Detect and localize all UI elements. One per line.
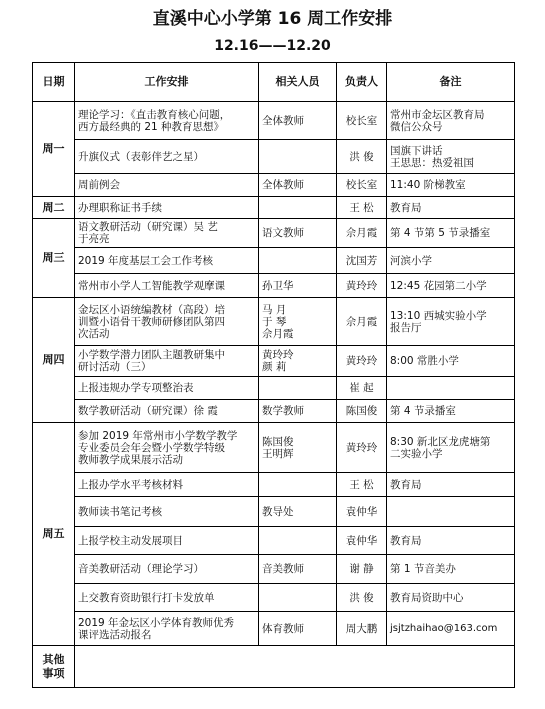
day-friday: 周五 [33,423,75,646]
day-monday: 周一 [33,102,75,197]
owner-cell: 周大鹏 [337,612,387,646]
owner-cell: 谢 静 [337,555,387,584]
owner-cell: 黄玲玲 [337,423,387,473]
date-range: 12.16——12.20 [214,38,331,54]
owner-cell: 袁仲华 [337,497,387,527]
people-cell: 语文教师 [259,219,337,248]
task-cell: 参加 2019 年常州市小学数学教学 专业委员会年会暨小学数学特级 教师教学成果展示活动 [78,429,238,466]
owner-cell: 崔 起 [337,377,387,400]
people-cell: 体育教师 [259,612,337,646]
notes-cell: 12:45 花园第二小学 [390,279,487,292]
notes-cell: 13:10 西城实验小学 报告厅 [390,309,487,334]
people-cell: 全体教师 [259,174,337,197]
owner-cell: 校长室 [337,174,387,197]
table-row [33,174,515,197]
table-row [33,400,515,423]
people-cell [259,473,337,497]
task-cell: 2019 年金坛区小学体育教师优秀 课评选活动报名 [78,616,235,641]
people-cell: 陈国俊 王明辉 [262,435,294,460]
notes-cell: 教育局 [390,201,422,214]
header-notes: 备注 [387,63,515,102]
notes-cell: 常州市金坛区教育局 微信公众号 [390,108,485,133]
table-row [33,473,515,497]
table-row [33,197,515,219]
table-row [33,346,515,377]
people-cell: 马 月 于 琴 佘月霞 [262,303,294,340]
day-other [33,646,75,688]
task-cell: 教师读书笔记考核 [78,505,162,518]
owner-cell: 洪 俊 [337,584,387,612]
task-cell: 上报学校主动发展项目 [78,534,183,547]
header-day: 日期 [33,63,75,102]
notes-cell: 教育局资助中心 [390,591,464,604]
people-cell [259,584,337,612]
task-cell: 小学数学潜力团队主题教研集中 研讨活动（三） [78,349,225,373]
owner-cell: 黄玲玲 [337,274,387,298]
table-row [33,298,515,346]
page-title: 直溪中心小学第 16 周工作安排 [152,9,393,29]
table-row [33,274,515,298]
notes-cell: 国旗下讲话 王思思：热爱祖国 [390,144,474,169]
owner-cell: 陈国俊 [337,400,387,423]
header-task: 工作安排 [75,63,259,102]
table-row [33,497,515,527]
people-cell [259,140,337,174]
people-cell: 孙卫华 [259,274,337,298]
other-content [75,646,515,688]
task-cell: 上报违规办学专项整治表 [78,382,194,394]
table-row [33,527,515,555]
header-owner: 负责人 [337,63,387,102]
table-row [33,140,515,174]
owner-cell: 王 松 [337,473,387,497]
schedule-table [32,62,515,688]
people-cell [259,248,337,274]
people-cell [259,527,337,555]
table-row [33,102,515,140]
day-tuesday: 周二 [33,197,75,219]
notes-cell: 第 4 节第 5 节录播室 [390,227,491,239]
notes-cell: 8:00 常胜小学 [390,355,459,367]
people-cell: 全体教师 [259,102,337,140]
people-cell: 教导处 [259,497,337,527]
owner-cell: 佘月霞 [337,298,387,346]
day-thursday: 周四 [33,298,75,423]
notes-cell-email: jsjtzhaihao@163.com [387,612,515,646]
owner-cell: 洪 俊 [337,140,387,174]
task-cell: 语文教研活动（研究课）吴 艺 于亮亮 [78,221,218,245]
table-row [33,612,515,646]
notes-cell: 教育局 [390,478,422,491]
owner-cell: 佘月霞 [337,219,387,248]
table-row [33,377,515,400]
notes-cell: 8:30 新北区龙虎塘第 二实验小学 [390,435,491,460]
task-cell: 上报办学水平考核材料 [78,478,183,491]
task-cell: 数学教研活动（研究课）徐 霞 [78,405,218,417]
notes-cell: 第 4 节录播室 [390,405,456,417]
owner-cell: 袁仲华 [337,527,387,555]
owner-cell: 黄玲玲 [337,346,387,377]
people-cell: 音美教师 [259,555,337,584]
notes-cell: 第 1 节音美办 [390,563,456,575]
owner-cell: 沈国芳 [337,248,387,274]
table-row [33,219,515,248]
owner-cell: 王 松 [337,197,387,219]
task-cell: 金坛区小语统编教材（高段）培 训暨小语骨干教师研修团队第四 次活动 [78,303,225,340]
day-wednesday: 周三 [33,219,75,298]
owner-cell: 校长室 [337,102,387,140]
people-cell: 数学教师 [259,400,337,423]
people-cell [259,197,337,219]
notes-cell: 11:40 阶梯教室 [390,179,466,191]
table-row [33,555,515,584]
task-cell: 周前例会 [78,179,120,191]
task-cell: 上交教育资助银行打卡发放单 [78,591,215,604]
task-cell: 音美教研活动（理论学习） [78,563,204,575]
table-row [33,248,515,274]
task-cell: 升旗仪式（表彰伴艺之星） [78,150,204,163]
table-row [33,423,515,473]
people-cell: 黄玲玲 颜 莉 [262,349,294,373]
task-cell: 办理职称证书手续 [78,201,162,214]
header-row [33,63,515,102]
people-cell [259,377,337,400]
task-cell: 理论学习：《直击教育核心问题， 西方最经典的 21 种教育思想》 [78,108,231,133]
notes-cell: 教育局 [390,534,422,547]
table-row-other [33,646,515,688]
task-cell: 2019 年度基层工会工作考核 [78,254,214,267]
notes-cell: 河滨小学 [390,254,432,267]
day-other-label: 其他事项 [42,652,65,680]
task-cell: 常州市小学人工智能教学观摩课 [78,279,225,292]
header-people: 相关人员 [259,63,337,102]
table-row [33,584,515,612]
